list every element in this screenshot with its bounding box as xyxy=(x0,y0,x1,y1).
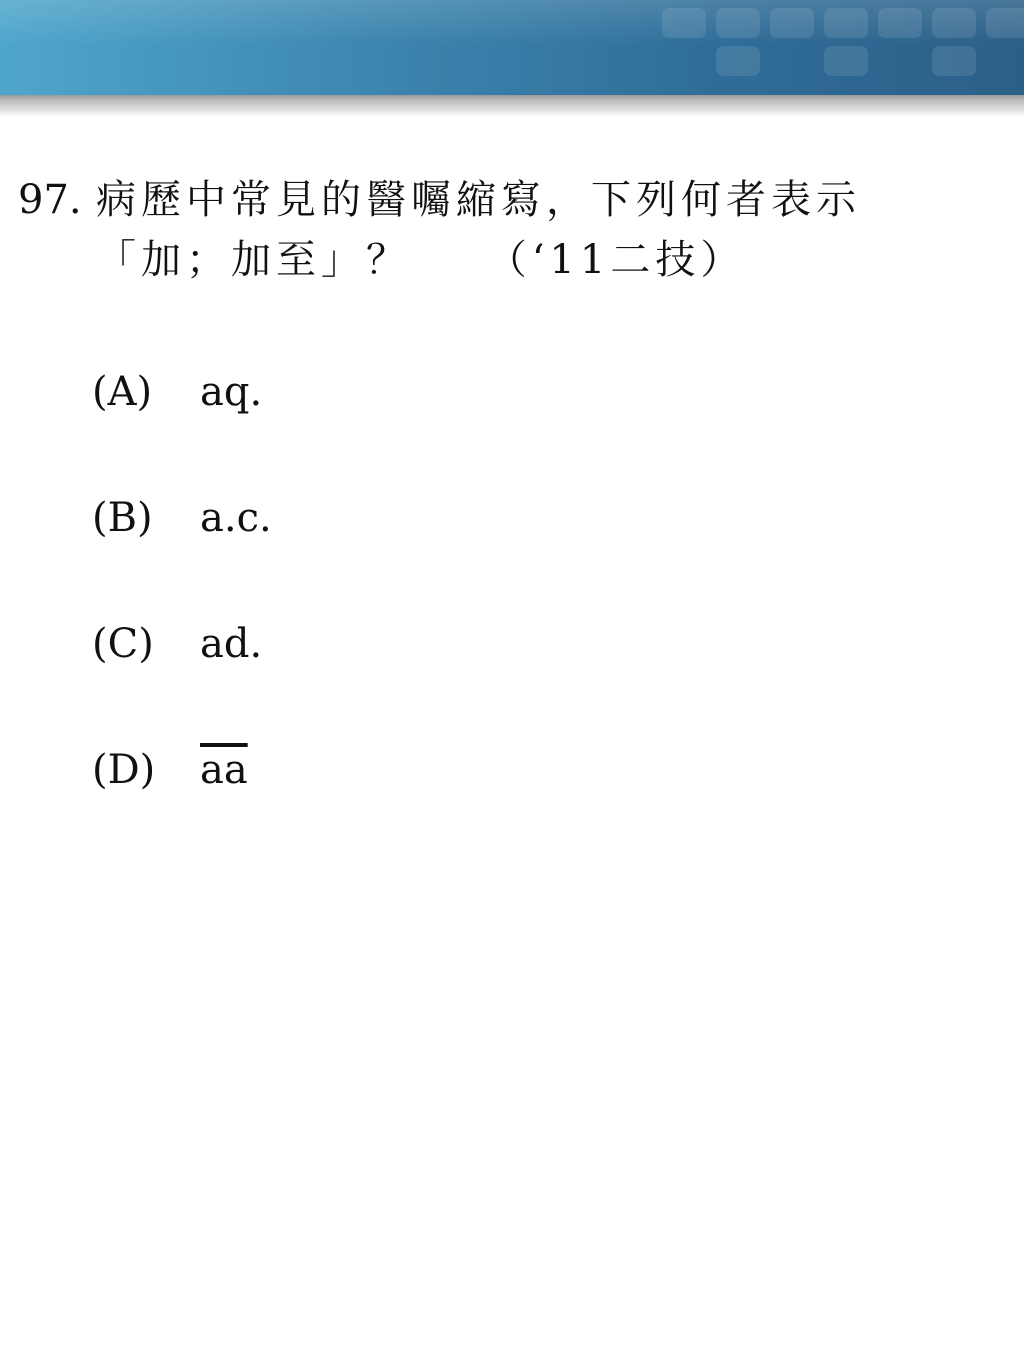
banner-tile xyxy=(770,8,814,38)
option-a xyxy=(92,362,272,488)
header-banner xyxy=(0,0,1024,95)
question-text: 病歷中常見的醫囑縮寫，下列何者表示 xyxy=(96,177,861,223)
banner-tile xyxy=(878,8,922,38)
question-block xyxy=(18,170,1008,290)
question-number: 97. xyxy=(18,177,82,223)
banner-tile xyxy=(716,8,760,38)
options-list xyxy=(92,362,272,866)
option-label: (C) xyxy=(92,621,154,667)
option-text: a.c. xyxy=(200,495,272,541)
option-c xyxy=(92,614,272,740)
banner-divider xyxy=(0,95,1024,117)
banner-tile xyxy=(716,46,760,76)
option-text: aq. xyxy=(200,369,263,415)
option-label: (B) xyxy=(92,495,153,541)
option-d xyxy=(92,740,272,866)
question-source: （‘11二技） xyxy=(486,237,746,283)
option-label: (A) xyxy=(92,369,153,415)
banner-tile xyxy=(932,8,976,38)
option-b xyxy=(92,488,272,614)
banner-shine xyxy=(0,0,1024,45)
banner-tile xyxy=(932,46,976,76)
question-line-2 xyxy=(18,230,1008,290)
option-text: ad. xyxy=(200,621,263,667)
option-label: (D) xyxy=(92,747,156,793)
banner-tile xyxy=(662,8,706,38)
question-text-continued: 「加；加至」？ xyxy=(96,237,411,283)
question-line-1 xyxy=(18,170,1008,230)
banner-tile xyxy=(824,8,868,38)
option-text-overlined: $\overline{aa}$ xyxy=(200,747,248,793)
banner-tile xyxy=(824,46,868,76)
banner-tile xyxy=(986,8,1024,38)
